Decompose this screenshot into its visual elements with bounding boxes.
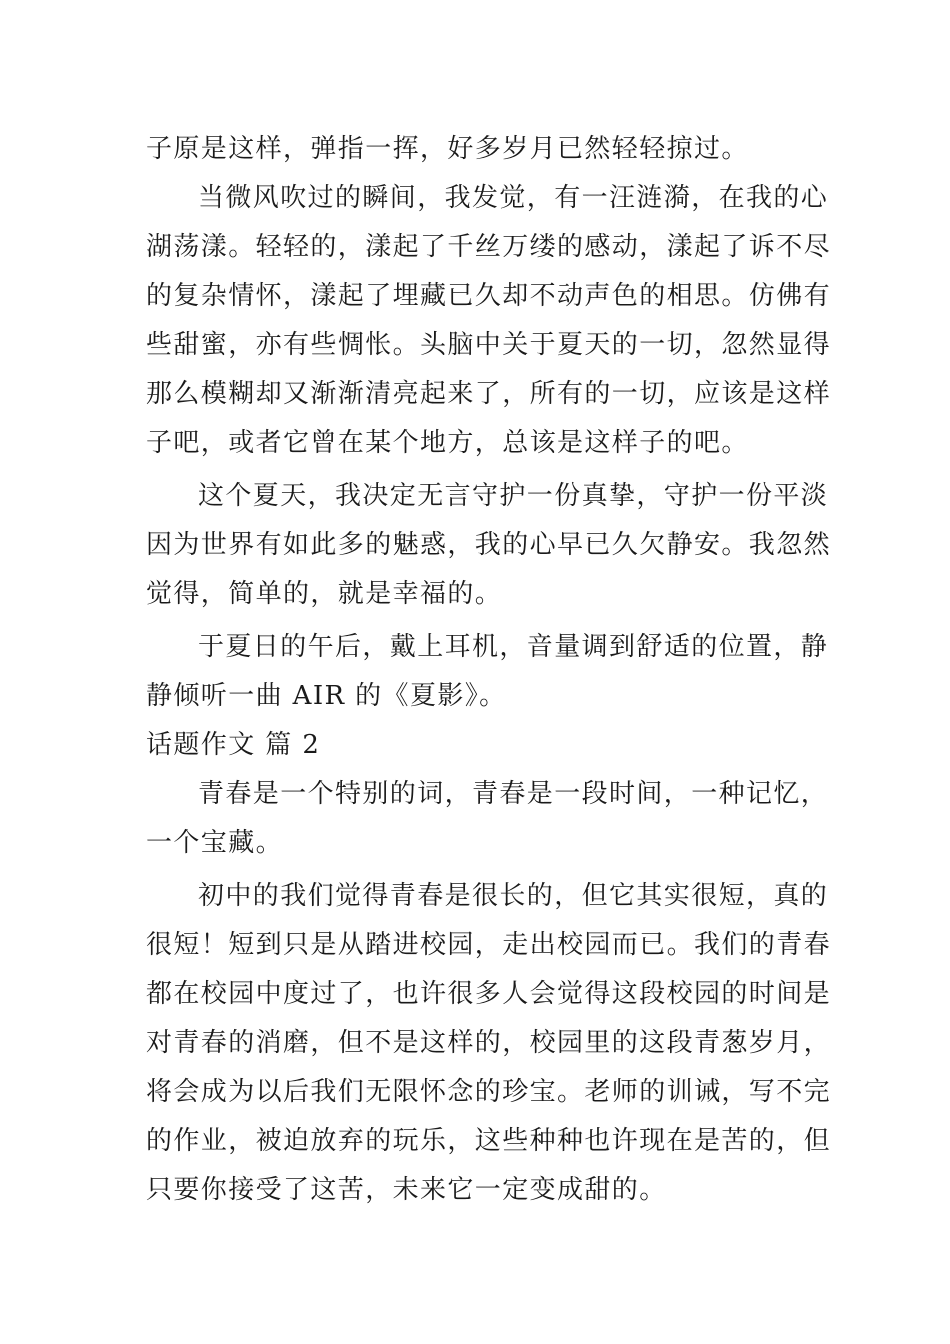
text-line: 子原是这样，弹指一挥，好多岁月已然轻轻掠过。: [146, 134, 749, 164]
text-line: 一个宝藏。: [146, 828, 284, 858]
text-line: 子吧，或者它曾在某个地方，总该是这样子的吧。: [146, 428, 749, 458]
paragraph-first-line: 这个夏天，我决定无言守护一份真挚，守护一份平淡: [198, 481, 829, 511]
text-line: 那么模糊却又渐渐清亮起来了，所有的一切，应该是这样: [146, 379, 832, 409]
paragraph-first-line: 青春是一个特别的词，青春是一段时间，一种记忆，: [198, 779, 829, 809]
paragraph-first-line: 初中的我们觉得青春是很长的，但它其实很短，真的: [198, 881, 829, 911]
text-line: 很短！短到只是从踏进校园，走出校园而已。我们的青春: [146, 930, 832, 960]
text-line: 只要你接受了这苦，未来它一定变成甜的。: [146, 1175, 667, 1205]
paragraph-first-line: 当微风吹过的瞬间，我发觉，有一汪涟漪，在我的心: [198, 183, 829, 213]
text-line: 将会成为以后我们无限怀念的珍宝。老师的训诫，写不完: [146, 1077, 832, 1107]
text-line: 都在校园中度过了，也许很多人会觉得这段校园的时间是: [146, 979, 832, 1009]
text-line: 的复杂情怀，漾起了埋藏已久却不动声色的相思。仿佛有: [146, 281, 832, 311]
text-line: 因为世界有如此多的魅惑，我的心早已久欠静安。我忽然: [146, 530, 832, 560]
text-line: 湖荡漾。轻轻的，漾起了千丝万缕的感动，漾起了诉不尽: [146, 232, 832, 262]
section-heading: 话题作文 篇 2: [146, 730, 321, 760]
text-line: 些甜蜜，亦有些惆怅。头脑中关于夏天的一切，忽然显得: [146, 330, 832, 360]
text-line: 觉得，简单的，就是幸福的。: [146, 579, 503, 609]
text-line: 的作业，被迫放弃的玩乐，这些种种也许现在是苦的，但: [146, 1126, 832, 1156]
text-line: 对青春的消磨，但不是这样的，校园里的这段青葱岁月，: [146, 1028, 832, 1058]
paragraph-first-line: 于夏日的午后，戴上耳机，音量调到舒适的位置，静: [198, 632, 829, 662]
text-line: 静倾听一曲 AIR 的《夏影》。: [146, 681, 507, 711]
